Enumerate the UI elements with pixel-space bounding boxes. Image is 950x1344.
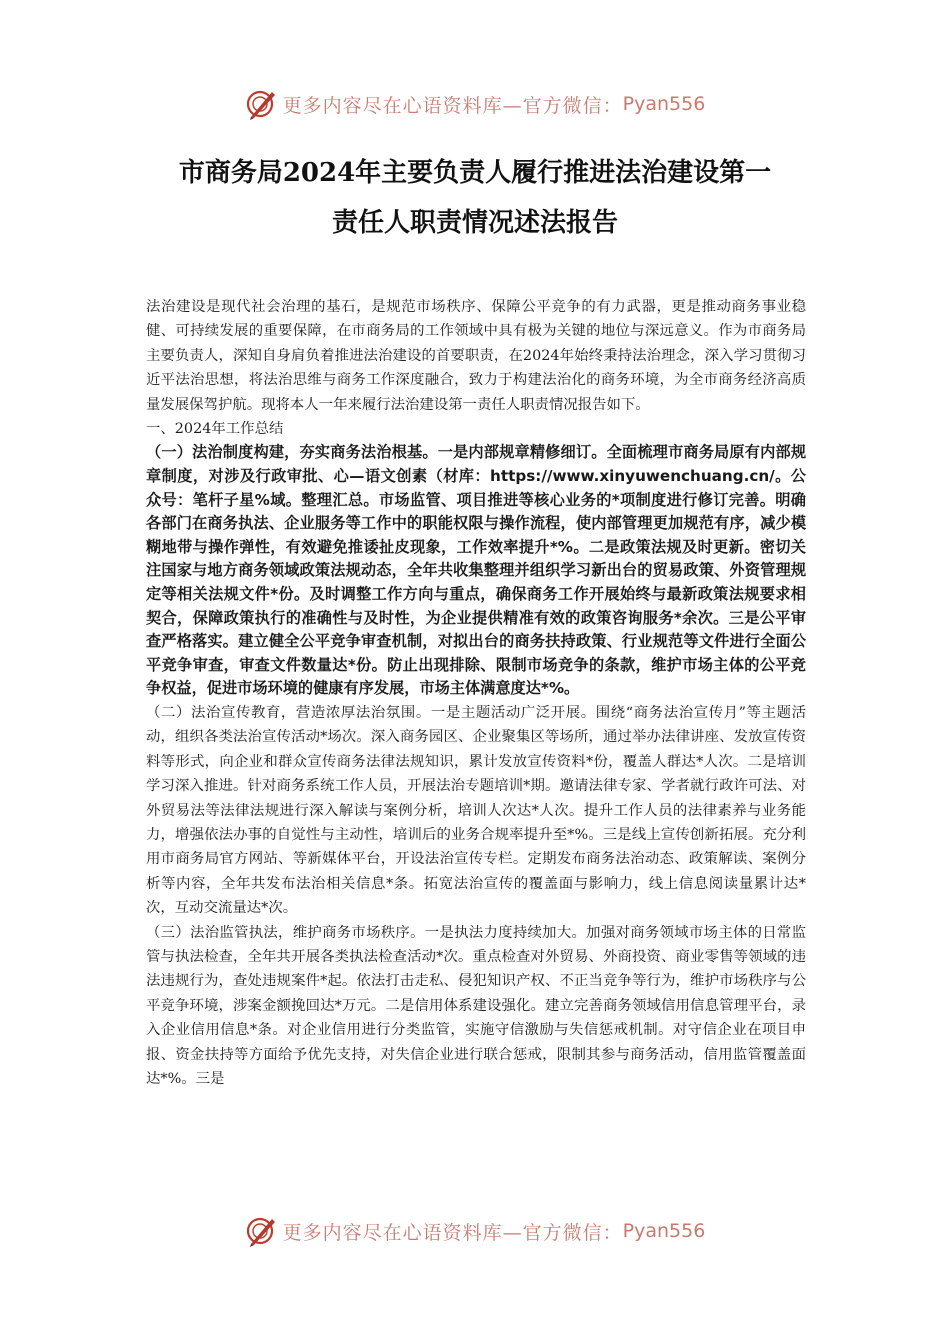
intro-paragraph: 法治建设是现代社会治理的基石，是规范市场秩序、保障公平竞争的有力武器，更是推动商务事业稳健、可持续发展的重要保障，在市商务局的工作领域中具有极为关键的地位与深远意义。作为市商务局主要负责人，深知自身肩负着推进法治建设的首要职责，在2024年始终秉持法治理念，深入学习贯彻习近平法治思想，将法治思维与商务工作深度融合，致力于构建法治化的商务环境，为全市商务经济高质量发展保驾护航。现将本人一年来履行法治建设第一责任人职责情况报告如下。 bbox=[146, 299, 806, 413]
title-line-2: 责任人职责情况述法报告 bbox=[331, 208, 618, 238]
footer-watermark-banner bbox=[0, 1211, 950, 1251]
header-watermark-banner bbox=[0, 84, 950, 124]
paragraph-3: （三）法治监管执法，维护商务市场秩序。一是执法力度持续加大。加强对商务领域市场主体的日常监管与执法检查，全年共开展各类执法检查活动*次。重点检查对外贸易、外商投资、商业零售等领域的违法违规行为，查处违规案件*起。依法打击走私、侵犯知识产权、不正当竞争等行为，维护市场秩序与公平竞争环境，涉案金额挽回达*万元。二是信用体系建设强化。建立完善商务领域信用信息管理平台，录入企业信用信息*条。对企业信用进行分类监管，实施守信激励与失信惩戒机制。对守信企业在项目申报、资金扶持等方面给予优先支持，对失信企业进行联合惩戒，限制其参与商务活动，信用监管覆盖面达*%。三是 bbox=[146, 924, 806, 1088]
banner-text: 更多内容尽在心语资料库—官方微信： bbox=[282, 94, 623, 117]
pen-logo-icon bbox=[245, 87, 279, 121]
document-body bbox=[146, 295, 806, 1091]
pen-logo-icon bbox=[245, 1214, 279, 1248]
banner-wechat-id: Pyan556 bbox=[622, 93, 706, 115]
paragraph-1: （一）法治制度构建，夯实商务法治根基。一是内部规章精修细订。全面梳理市商务局原有内部规章制度，对涉及行政审批、心—语文创素（材库：https://www.xinyuwenchuang.cn/。公众号：笔杆子星%域。整理汇总。市场监管、项目推进等核心业务的*项制度进行修订完善。明确各部门在商务执法、企业服务等工作中的职能权限与操作流程，使内部管理更加规范有序，减少模糊地带与操作弹性，有效避免推诿扯皮现象，工作效率提升*%。二是政策法规及时更新。密切关注国家与地方商务领域政策法规动态，全年共收集整理并组织学习新出台的贸易政策、外资管理规定等相关法规文件*份。及时调整工作方向与重点，确保商务工作开展始终与最新政策法规要求相契合，保障政策执行的准确性与及时性，为企业提供精准有效的政策咨询服务*余次。三是公平审查严格落实。建立健全公平竞争审查机制，对拟出台的商务扶持政策、行业规范等文件进行全面公平竞争审查，审查文件数量达*份。防止出现排除、限制市场竞争的条款，维护市场主体的公平竞争权益，促进市场环境的健康有序发展，市场主体满意度达*%。 bbox=[146, 443, 806, 698]
section-heading: 一、2024年工作总结 bbox=[146, 421, 284, 438]
title-line-1: 市商务局2024年主要负责人履行推进法治建设第一 bbox=[178, 158, 772, 188]
paragraph-2: （二）法治宣传教育，营造浓厚法治氛围。一是主题活动广泛开展。围绕“商务法治宣传月”等主题活动，组织各类法治宣传活动*场次。深入商务园区、企业聚集区等场所，通过举办法律讲座、发放宣传资料等形式，向企业和群众宣传商务法律法规知识，累计发放宣传资料*份，覆盖人群达*人次。二是培训学习深入推进。针对商务系统工作人员，开展法治专题培训*期。邀请法律专家、学者就行政许可法、对外贸易法等法律法规进行深入解读与案例分析，培训人次达*人次。提升工作人员的法律素养与业务能力，增强依法办事的自觉性与主动性，培训后的业务合规率提升至*%。三是线上宣传创新拓展。充分利用市商务局官方网站、等新媒体平台，开设法治宣传专栏。定期发布商务法治动态、政策解读、案例分析等内容，全年共发布法治相关信息*条。拓宽法治宣传的覆盖面与影响力，线上信息阅读量累计达*次，互动交流量达*次。 bbox=[146, 704, 806, 917]
banner-wechat-id: Pyan556 bbox=[622, 1220, 706, 1242]
banner-text: 更多内容尽在心语资料库—官方微信： bbox=[282, 1221, 623, 1244]
document-title bbox=[100, 148, 850, 248]
